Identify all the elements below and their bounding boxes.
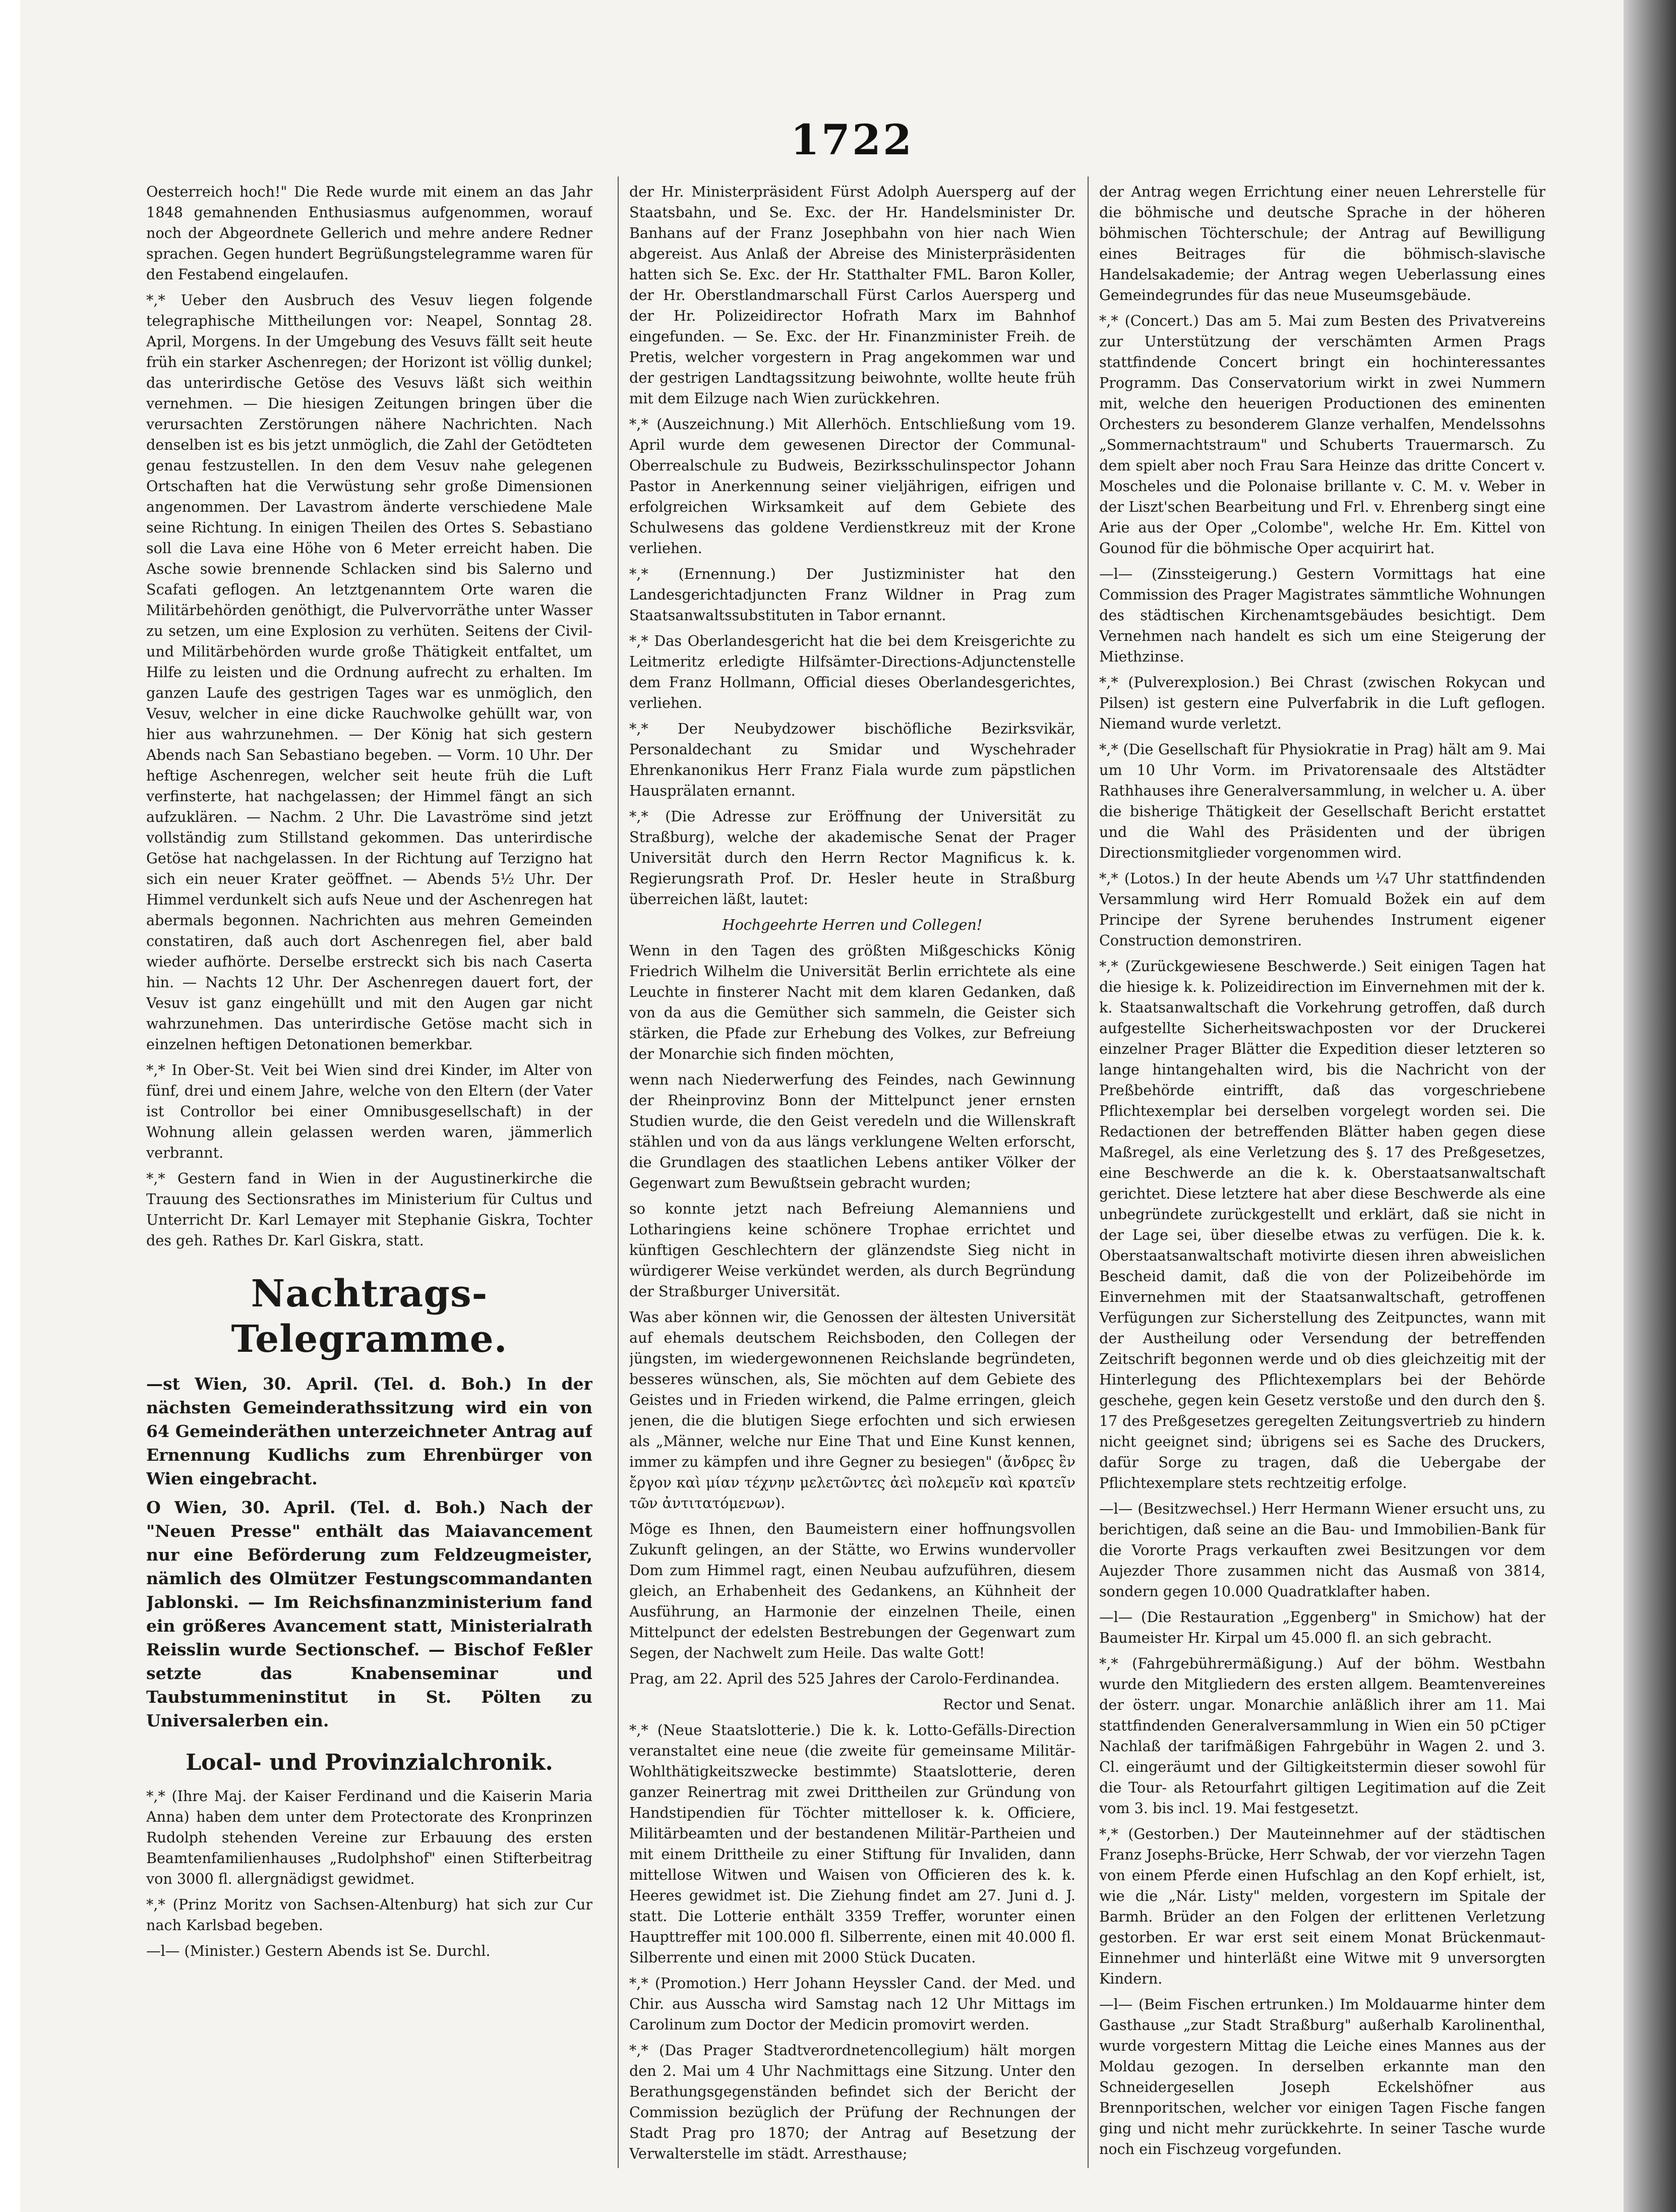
article-paragraph: —l— (Zinssteigerung.) Gestern Vormittags hat eine Commission des Prager Magistrates sämmtliche Wohnungen des städtischen Kirchenamtsgebäudes besichtigt. Dem Vernehmen nach handelt es sich um eine Steigerung der Miethzinse. xyxy=(1099,565,1545,665)
address-salutation: Hochgeehrte Herren und Collegen! xyxy=(722,916,983,933)
article-paragraph: *,* Das Oberlandesgericht hat die bei dem Kreisgerichte zu Leitmeritz erledigte Hilfsämter-Directions-Adjunctenstelle dem Franz Hollmann, Official dieses Oberlandesgerichtes, verliehen. xyxy=(629,632,1075,711)
article-paragraph: *,* (Pulverexplosion.) Bei Chrast (zwischen Rokycan und Pilsen) ist gestern eine Pulverfabrik in die Luft geflogen. Niemand wurde verletzt. xyxy=(1099,674,1545,732)
article-paragraph: *,* (Lotos.) In der heute Abends um ¼7 Uhr stattfindenden Versammlung wird Herr Romuald Božek ein auf dem Principe der Syrene beruhendes Instrument eigener Construction demonstriren. xyxy=(1099,870,1545,949)
address-paragraph: so konnte jetzt nach Befreiung Alemanniens und Lotharingiens keine schönere Trophae errichtet und künftigen Geschlechtern der glänzendste Sieg nicht in würdigerer Weise verkündet werden, als durch Begründung der Straßburger Universität. xyxy=(629,1200,1075,1300)
article-paragraph: *,* (Prinz Moritz von Sachsen-Altenburg) hat sich zur Cur nach Karlsbad begeben. xyxy=(146,1896,592,1934)
article-paragraph: *,* (Gestorben.) Der Mauteinnehmer auf der städtischen Franz Josephs-Brücke, Herr Schwab, der vor vierzehn Tagen von einem Pferde einen Hufschlag an den Kopf erhielt, ist, wie die „Nár. Listy" melden, vorgestern im Spitale der Barmh. Brüder an den Folgen der erlittenen Verletzung gestorben. Er war erst seit einem Monat Brückenmaut-Einnehmer und hinterläßt eine Witwe mit 9 unversorgten Kindern. xyxy=(1099,1825,1545,1987)
article-paragraph: *,* (Fahrgebührermäßigung.) Auf der böhm. Westbahn wurde den Mitgliedern des ersten allgem. Beamtenvereines der österr. ungar. Monarchie anläßlich ihrer am 11. Mai stattfindenden Generalversammlung in Wien ein 50 pCtiger Nachlaß der tarifmäßigen Fahrgebühr in Wagen 2. und 3. Cl. eingeräumt und der Giltigkeitstermin dieser sowohl für die Tour- als Retourfahrt giltigen Legitimation auf die Zeit vom 3. bis incl. 19. Mai festgesetzt. xyxy=(1099,1655,1545,1817)
article-paragraph: *,* (Die Gesellschaft für Physiokratie in Prag) hält am 9. Mai um 10 Uhr Vorm. im Privatorensaale des Altstädter Rathhauses ihre Generalversammlung, in welcher u. A. über die bisherige Thätigkeit der Gesellschaft Bericht erstattet und die Wahl des Präsidenten und der übrigen Directionsmitglieder vorgenommen wird. xyxy=(1099,741,1545,861)
article-paragraph: *,* Gestern fand in Wien in der Augustinerkirche die Trauung des Sectionsrathes im Ministerium für Cultus und Unterricht Dr. Karl Lemayer mit Stephanie Giskra, Tochter des geh. Rathes Dr. Karl Giskra, statt. xyxy=(146,1170,592,1249)
article-vesuv: *,* Ueber den Ausbruch des Vesuv liegen folgende telegraphische Mittheilungen vor: Neapel, Sonntag 28. April, Morgens. In der Umgebung des Vesuvs fällt seit heute früh ein starker Aschenregen; der Horizont ist völlig dunkel; das unterirdische Getöse des Vesuvs läßt sich weithin vernehmen. — Die hiesigen Zeitungen bringen über die verursachten Zerstörungen nähere Nachrichten. Nach denselben ist es bis jetzt unmöglich, die Zahl der Getödteten genau festzustellen. In den dem Vesuv nahe gelegenen Ortschaften hat die Verwüstung sehr große Dimensionen angenommen. Der Lavastrom änderte verschiedene Male seine Richtung. In einigen Theilen des Ortes S. Sebastiano soll die Lava eine Höhe von 6 Meter erreicht haben. Die Asche sowie brennende Schlacken sind bis Salerno und Scafati geflogen. An letztgenanntem Orte waren die Militärbehörden genöthigt, die Pulvervorräthe unter Wasser zu setzen, um eine Explosion zu verhüten. Seitens der Civil- und Militärbehörden wurde große Thätigkeit entfaltet, um Hilfe zu leisten und die Ordnung aufrecht zu erhalten. Im ganzen Laufe des gestrigen Tages war es unmöglich, den Vesuv, welcher in eine dicke Rauchwolke gehüllt war, von hier aus wahrzunehmen. — Der König hat sich gestern Abends nach San Sebastiano begeben. — Vorm. 10 Uhr. Der heftige Aschenregen, welcher seit heute früh die Luft verfinsterte, hat nachgelassen; der Himmel fängt an sich aufzuklären. — Nachm. 2 Uhr. Die Lavaströme sind jetzt vollständig zum Stillstand gekommen. Das unterirdische Getöse hat nachgelassen. In der Richtung auf Terzigno hat sich ein neuer Krater geöffnet. — Abends 5½ Uhr. Der Himmel verdunkelt sich aufs Neue und der Aschenregen hat abermals begonnen. Nachrichten aus mehren Gemeinden constatiren, daß auch dort Aschenregen fiel, aber bald wieder aufhörte. Derselbe erstreckt sich bis nach Caserta hin. — Nachts 12 Uhr. Der Aschenregen dauert fort, der Vesuv ist ganz eingehüllt und mit den Augen gar nicht wahrzunehmen. Das unterirdische Getöse macht sich in einzelnen heftigen Detonationen bemerkbar. xyxy=(146,291,592,1053)
article-paragraph: der Antrag wegen Errichtung einer neuen Lehrerstelle für die böhmische und deutsche Sprache in der höheren böhmischen Töchterschule; der Antrag auf Bewilligung eines Beitrages für die böhmisch-slavische Handelsakademie; der Antrag wegen Ueberlassung eines Gemeindegrundes für das neue Museumsgebäude. xyxy=(1099,183,1545,304)
page-number: 1722 xyxy=(790,116,914,164)
article-paragraph: *,* (Auszeichnung.) Mit Allerhöch. Entschließung vom 19. April wurde dem gewesenen Director der Communal-Oberrealschule zu Budweis, Bezirksschulinspector Johann Pastor in Anerkennung seiner vieljährigen, eifrigen und erfolgreichen Wirksamkeit auf dem Gebiete des Schulwesens das goldene Verdienstkreuz mit der Krone verliehen. xyxy=(629,415,1075,557)
article-paragraph: *,* (Ernennung.) Der Justizminister hat den Landesgerichtadjuncten Franz Wildner in Prag zum Staatsanwaltssubstituten in Tabor ernannt. xyxy=(629,565,1075,624)
article-paragraph: *,* In Ober-St. Veit bei Wien sind drei Kinder, im Alter von fünf, drei und einem Jahre, welche von den Eltern (der Vater ist Controllor bei einer Omnibusgesellschaft) in der Wohnung allein gelassen werden waren, jämmerlich verbrannt. xyxy=(146,1061,592,1161)
column-1 xyxy=(146,182,592,2178)
telegram-item: O Wien, 30. April. (Tel. d. Boh.) Nach der "Neuen Presse" enthält das Maiavancement nur eine Beförderung zum Feldzeugmeister, nämlich des Olmützer Festungscommandanten Jablonski. — Im Reichsfinanzministerium fand ein größeres Avancement statt, Ministerialrath Reisslin wurde Sectionschef. — Bischof Feßler setzte das Knabenseminar und Taubstummeninstitut in St. Pölten zu Universalerben ein. xyxy=(146,1498,592,1730)
article-paragraph: *,* (Concert.) Das am 5. Mai zum Besten des Privatvereins zur Unterstützung der verschämten Armen Prags stattfindende Concert bringt ein hochinteressantes Programm. Das Conservatorium wirkt in zwei Nummern mit, welche den heuerigen Productionen des eminenten Orchesters zu besonderem Glanze verhalfen, Mendelssohns „Sommernachtstraum" und Schuberts Trauermarsch. Zu dem spielt aber noch Frau Sara Heinze das dritte Concert v. Moscheles und die Polonaise brillante v. C. M. v. Weber in der Liszt'schen Bearbeitung und Frl. v. Ehrenberg singt eine Arie aus der Oper „Colombe", welche Hr. Em. Kittel von Gounod für die böhmische Oper acquirirt hat. xyxy=(1099,312,1545,557)
article-paragraph: *,* (Die Adresse zur Eröffnung der Universität zu Straßburg), welche der akademische Senat der Prager Universität durch den Herrn Rector Magnificus k. k. Regierungsrath Prof. Dr. Hesler heute in Straßburg überreichen läßt, lautet: xyxy=(629,808,1075,908)
article-paragraph: der Hr. Ministerpräsident Fürst Adolph Auersperg auf der Staatsbahn, und Se. Exc. der Hr. Handelsminister Dr. Banhans auf der Franz Josephbahn von hier nach Wien abgereist. Aus Anlaß der Abreise des Ministerpräsidenten hatten sich Se. Exc. der Hr. Statthalter FML. Baron Koller, der Hr. Oberstlandmarschall Fürst Carlos Auersperg und der Hr. Polizeidirector Hofrath Marx im Bahnhof eingefunden. — Se. Exc. der Hr. Finanzminister Freih. de Pretis, welcher vorgestern in Prag angekommen war und der gestrigen Landtagssitzung beiwohnte, wollte heute früh mit dem Eilzuge nach Wien zurückkehren. xyxy=(629,183,1075,407)
article-paragraph: *,* (Zurückgewiesene Beschwerde.) Seit einigen Tagen hat die hiesige k. k. Polizeidirection im Einvernehmen mit der k. k. Staatsanwaltschaft die Vorkehrung getroffen, daß durch aufgestellte Sicherheitswachposten vor der Druckerei einzelner Prager Blätter die Expedition dieser letzteren so lange hintangehalten wird, bis die Nachricht von der Preßbehörde eintrifft, daß das vorgeschriebene Pflichtexemplar bei derselben vorgelegt worden sei. Die Redactionen der betreffenden Blätter haben gegen diese Maßregel, als eine Verletzung des §. 17 des Preßgesetzes, eine Beschwerde an die k. k. Oberstaatsanwaltschaft gerichtet. Diese letztere hat aber diese Beschwerde als eine unbegründete zurückgestellt und erklärt, daß sie nicht in der Lage sei, über dieselbe etwas zu verfügen. Die k. k. Oberstaatsanwaltschaft motivirte diesen ihren abweislichen Bescheid damit, daß die von der Polizeibehörde im Einvernehmen mit der Staatsanwaltschaft, getroffenen Verfügungen zur Sicherstellung des Zeitpunctes, wann mit der Austheilung oder Versendung der betreffenden Zeitschrift begonnen werde und ob dies gleichzeitig mit der Hinterlegung des Pflichtexemplars bei der Behörde geschehe, gegen kein Gesetz verstoße und den durch den §. 17 des Preßgesetzes geregelten Zeitungsvertrieb zu hindern nicht geeignet sind; übrigens sei es Sache des Druckers, dafür Sorge zu tragen, daß die Uebergabe der Pflichtexemplare stets rechtzeitig erfolge. xyxy=(1099,958,1545,1491)
column-3 xyxy=(1099,182,1545,2178)
column-divider xyxy=(618,176,619,2168)
article-paragraph: *,* (Neue Staatslotterie.) Die k. k. Lotto-Gefälls-Direction veranstaltet eine neue (die zweite für gemeinsame Militär-Wohlthätigkeitszwecke bestimmte) Staatslotterie, deren ganzer Reinertrag mit zwei Drittheilen zur Gründung von Handstipendien für Töchter mittelloser k. k. Officiere, Militärbeamten und der bestandenen Militär-Partheien und mit einem Drittheile zu einer Stiftung für Invaliden, dann mittellose Witwen und Waisen von Officieren des k. k. Heeres gewidmet ist. Die Ziehung findet am 27. Juni d. J. statt. Die Lotterie enthält 3359 Treffer, worunter einen Haupttreffer mit 100.000 fl. Silberrente, einen mit 40.000 fl. Silberrente und einen mit 2000 Stück Ducaten. xyxy=(629,1721,1075,1966)
local-chronicle-heading: Local- und Provinzialchronik. xyxy=(186,1750,553,1775)
page-edge-shadow xyxy=(1624,0,1676,2212)
address-paragraph: Möge es Ihnen, den Baumeistern einer hoffnungsvollen Zukunft gelingen, an der Stätte, wo Erwins wundervoller Dom zum Himmel ragt, einen Neubau aufzuführen, diesem gleich, an Erhabenheit des Gedankens, an Kühnheit der Ausführung, an Harmonie der einzelnen Theile, einen Mittelpunct der edelsten Bestrebungen der Gegenwart zum Segen, der Nachwelt zum Heile. Das walte Gott! xyxy=(629,1520,1075,1661)
article-paragraph: Oesterreich hoch!" Die Rede wurde mit einem an das Jahr 1848 gemahnenden Enthusiasmus aufgenommen, worauf noch der Abgeordnete Gellerich und mehre andere Redner sprachen. Gegen hundert Begrüßungstelegramme waren für den Festabend eingelaufen. xyxy=(146,183,592,283)
article-paragraph: *,* (Das Prager Stadtverordnetencollegium) hält morgen den 2. Mai um 4 Uhr Nachmittags eine Sitzung. Unter den Berathungsgegenständen befindet sich der Bericht der Commission bezüglich der Prüfung der Rechnungen der Stadt Prag pro 1870; der Antrag auf Besetzung der Verwalterstelle im städt. Arresthause; xyxy=(629,2042,1075,2162)
article-paragraph: —l— (Besitzwechsel.) Herr Hermann Wiener ersucht uns, zu berichtigen, daß seine an die Bau- und Immobilien-Bank für die Vororte Prags verkauften zwei Besitzungen vor dem Aujezder Thore zusammen nicht das Ausmaß von 3814, sondern gegen 10.000 Quadratklafter haben. xyxy=(1099,1500,1545,1600)
article-paragraph: *,* (Promotion.) Herr Johann Heyssler Cand. der Med. und Chir. aus Ausscha wird Samstag nach 12 Uhr Mittags im Carolinum zum Doctor der Medicin promovirt werden. xyxy=(629,1975,1075,2033)
telegram-heading: Nachtrags-Telegramme. xyxy=(231,1272,508,1361)
column-divider xyxy=(1088,176,1089,2168)
address-paragraph: wenn nach Niederwerfung des Feindes, nach Gewinnung der Rheinprovinz Bonn der Mittelpunct jener ernsten Studien wurde, die den Geist veredeln und die Willenskraft stählen und von da aus längs verklungene Welten erforscht, die Grundlagen des staatlichen Lebens antiker Völker der Gegenwart zum Bewußtsein gebracht wurden; xyxy=(629,1071,1075,1191)
address-paragraph: Was aber können wir, die Genossen der ältesten Universität auf ehemals deutschem Reichsboden, den Collegen der jüngsten, im wiedergewonnenen Reichslande begründeten, besseres wünschen, als, Sie möchten auf dem Gebiete des Geistes und in Frieden wirkend, die Palme erringen, gleich jenen, die die blutigen Siege erfochten und sich erwiesen als „Männer, welche nur Eine That und Eine Kunst kennen, immer zu kämpfen und ihre Gegner zu besiegen" (ἄνδρες ἓν ἔργον καὶ μίαν τέχνην μελετῶντες ἀεὶ πολεμεῖν καὶ κρατεῖν τῶν ἀντιτατόμενων). xyxy=(629,1308,1075,1512)
address-paragraph: Wenn in den Tagen des größten Mißgeschicks König Friedrich Wilhelm die Universität Berlin errichtete als eine Leuchte in finsterer Nacht mit dem klaren Gedanken, daß von da aus die Gemüther sich sammeln, die Geister sich stärken, die Pfade zur Erhebung des Volkes, zur Befreiung der Monarchie sich finden möchten, xyxy=(629,942,1075,1062)
article-paragraph: —l— (Minister.) Gestern Abends ist Se. Durchl. xyxy=(146,1942,491,1959)
address-signature: Rector und Senat. xyxy=(943,1696,1075,1713)
article-paragraph: —l— (Beim Fischen ertrunken.) Im Moldauarme hinter dem Gasthause „zur Stadt Straßburg" außerhalb Karolinenthal, wurde vorgestern Mittag die Leiche eines Mannes aus der Moldau gezogen. In derselben erkannte man den Schneidergesellen Joseph Eckelshöfner aus Brennporitschen, welcher vor einigen Tagen Fische fangen ging und nicht mehr zurückkehrte. In seiner Tasche wurde noch ein Fischzeug vorgefunden. xyxy=(1099,1996,1545,2158)
address-dateline: Prag, am 22. April des 525 Jahres der Carolo-Ferdinandea. xyxy=(629,1670,1060,1687)
telegram-item: —st Wien, 30. April. (Tel. d. Boh.) In der nächsten Gemeinderathssitzung wird ein von 64 Gemeinderäthen unterzeichneter Antrag auf Ernennung Kudlichs zum Ehrenbürger von Wien eingebracht. xyxy=(146,1374,592,1488)
article-paragraph: —l— (Die Restauration „Eggenberg" in Smichow) hat der Baumeister Hr. Kirpal um 45.000 fl. an sich gebracht. xyxy=(1099,1608,1545,1646)
article-paragraph: *,* Der Neubydzower bischöfliche Bezirksvikär, Personaldechant zu Smidar und Wyschehrader Ehrenkanonikus Herr Franz Fiala wurde zum päpstlichen Hausprälaten ernannt. xyxy=(629,720,1075,799)
article-paragraph: *,* (Ihre Maj. der Kaiser Ferdinand und die Kaiserin Maria Anna) haben dem unter dem Protectorate des Kronprinzen Rudolph stehenden Vereine zur Erbauung des ersten Beamtenfamilienhauses „Rudolphshof" einen Stifterbeitrag von 3000 fl. allergnädigst gewidmet. xyxy=(146,1787,592,1887)
column-2 xyxy=(629,182,1075,2178)
